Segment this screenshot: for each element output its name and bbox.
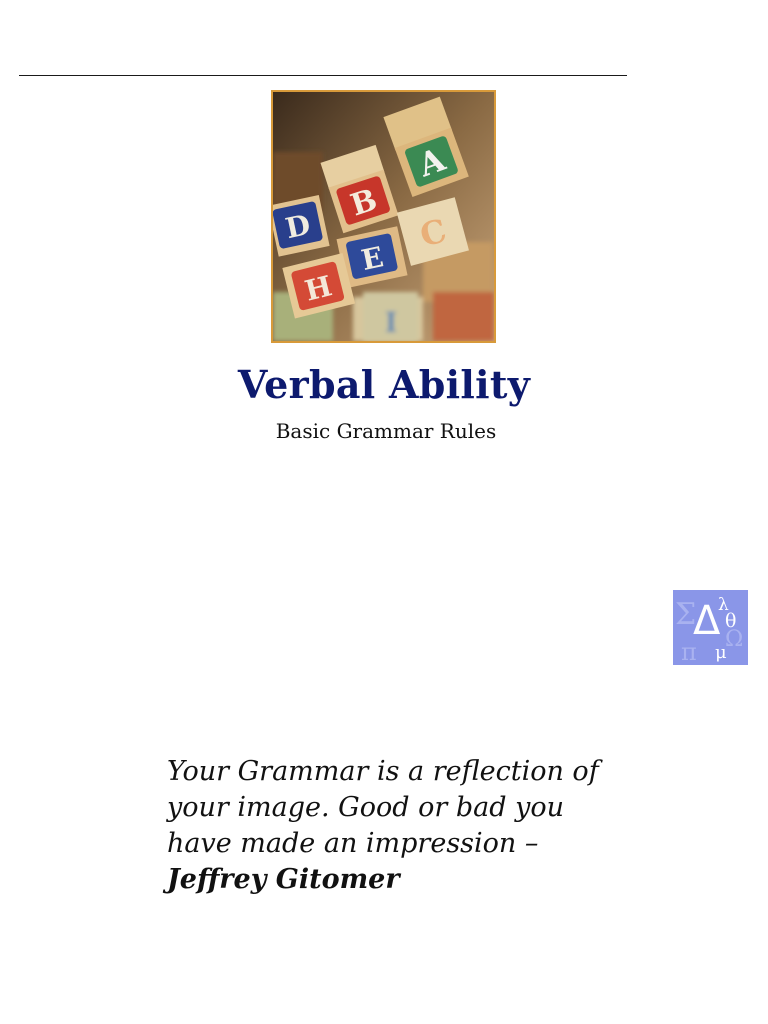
math-symbols-logo [673,590,748,665]
block-letter-e: E [358,240,387,278]
quote-line-3: have made an impression – [167,828,539,859]
block-letter-h: H [301,269,336,308]
omega-symbol: Ω [725,627,744,652]
quote-author: Jeffrey Gitomer [167,864,400,895]
document-subtitle: Basic Grammar Rules [275,419,497,443]
quote-line-1: Your Grammar is a reflection of [167,756,599,787]
quote-block [167,754,637,898]
block-letter-d: D [282,207,314,246]
lambda-symbol: λ [718,595,729,615]
block-letter-b: B [346,182,382,224]
header-rule [19,75,627,76]
delta-symbol: Δ [693,598,721,644]
block-letter-a: A [413,140,450,185]
document-title: Verbal Ability [237,362,531,407]
block-letter-i: I [384,306,398,339]
theta-symbol: θ [725,610,737,632]
mu-symbol: μ [715,642,727,663]
pi-symbol: π [681,638,697,665]
sigma-symbol: Σ [675,597,697,632]
block-letter-c: C [416,211,451,255]
quote-line-2: your image. Good or bad you [167,792,564,823]
alphabet-blocks-image [271,90,496,343]
